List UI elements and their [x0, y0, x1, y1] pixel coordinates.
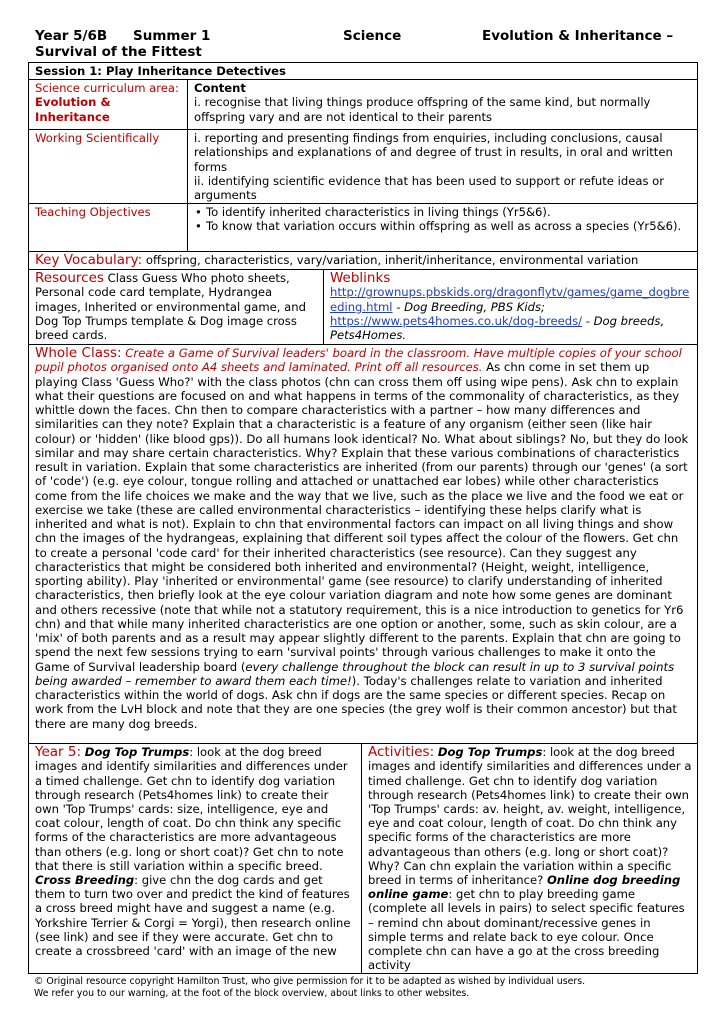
page-header: [35, 28, 695, 60]
term-label: Summer 1: [133, 28, 211, 44]
working-scientifically-content: [188, 130, 698, 204]
unit-label: Evolution & Inheritance –: [482, 28, 674, 44]
curriculum-label: Science curriculum area: Evolution & Inheritance: [29, 80, 188, 130]
year5-text-2: : give chn the dog cards and get them to turn two over and predict the kind of features a cross breed might have and suggest a name (e.g. Yorkshire Terrier & Corgi = Yorgi), then research online (see link) and see if they were accurate. Get chn to create a crossbreed 'card' with an image of the new: [35, 873, 351, 959]
objective-item: • To know that variation occurs within offspring as well as across a species (Yr5&6).: [194, 219, 692, 233]
year5-title-2: Cross Breeding: [35, 873, 135, 888]
year5-title-1: Dog Top Trumps: [84, 745, 190, 760]
weblinks-cell: [324, 270, 698, 345]
ws-item-1: i. reporting and presenting findings from enquiries, including conclusions, causal relationships and explanations of and degree of trust in results, in oral and written forms: [194, 131, 673, 174]
activities-text-1: : look at the dog breed images and identify similarities and differences under a timed challenge. Get chn to identify dog variation through research (Pets4homes link) to create their own 'Top Trumps' cards: av. height, av. weight, intelligence, eye and coat colour, length of coat. Do chn think any specific forms of the characteristics are more advantageous than others (e.g. long or short coat)? Why? Can chn explain the variation within a specific breed in terms of inheritance?: [368, 745, 692, 888]
content-text: i. recognise that living things produce offspring of the same kind, but normally offspring vary and are not identical to their parents: [194, 95, 651, 124]
year-label: Year 5/6B: [35, 28, 108, 44]
teaching-objectives-label: Teaching Objectives: [29, 204, 188, 252]
resources-text: Class Guess Who photo sheets, Personal code card template, Hydrangea images, Inherited or environmental game, and Dog Top Trumps template & Dog image cross breed cards.: [35, 271, 306, 343]
year5-cell: [29, 744, 362, 974]
working-scientifically-label: Working Scientifically: [29, 130, 188, 204]
weblink-pets4homes[interactable]: https://www.pets4homes.co.uk/dog-breeds/: [330, 313, 583, 328]
vocabulary-row: [29, 252, 698, 270]
teaching-objectives-content: [188, 204, 698, 252]
year5-text-1: : look at the dog breed images and identify similarities and differences under a timed challenge. Get chn to identify dog variation through research (Pets4homes link) to create their own 'Top Trumps' cards: size, intelligence, eye and coat colour, length of coat. Do chn think any specific forms of the characteristics are more advantageous than others (e.g. long or short coat)? Get chn to note that there is still variation within a specific breed.: [35, 745, 348, 873]
activities-text-2: : get chn to play breeding game (complete all levels in pairs) to select specific features – remind chn about dominant/recessive genes in simple terms and relate back to eye colour. Once complete chn can have a go at the cross breeding activity: [368, 887, 685, 973]
whole-class-body-2: ). Today's challenges relate to variation and inherited characteristics within the world of dogs. Ask chn if dogs are the same species or different species. Recap on work from the LvH block and note that they are one species (the grey wolf is their common ancestor) but that there are many dog breeds.: [35, 673, 677, 731]
activities-title-1: Dog Top Trumps: [437, 745, 543, 760]
curriculum-content: [188, 80, 698, 130]
page-footer: [34, 976, 694, 999]
footer-warning: We refer you to our warning, at the foot of the block overview, about links to other websites.: [34, 987, 470, 999]
vocabulary-text: offspring, characteristics, vary/variation, inherit/inheritance, environmental variation: [145, 253, 639, 268]
resources-cell: [29, 270, 324, 345]
year5-label: Year 5:: [35, 744, 82, 761]
whole-class-body-italic: every challenge throughout the block can result in up to 3 survival points being awarded – remember to award them each time!: [35, 659, 675, 688]
whole-class-label: Whole Class:: [35, 345, 122, 362]
activities-title-2: Online dog breeding online game: [368, 873, 681, 902]
objective-item: • To identify inherited characteristics in living things (Yr5&6).: [194, 205, 692, 219]
footer-copyright: © Original resource copyright Hamilton Trust, who give permission for it to be adapted as wished by individual users.: [34, 976, 586, 987]
resources-label: Resources: [35, 270, 104, 287]
ws-item-2: ii. identifying scientific evidence that has been used to support or refute ideas or arguments: [194, 173, 665, 203]
weblink-pbs-desc: - Dog Breeding, PBS Kids;: [392, 299, 545, 314]
unit-label-continued: Survival of the Fittest: [35, 44, 202, 60]
weblink-pets4homes-desc: - Dog breeds, Pets4Homes.: [330, 313, 665, 343]
session-title: Session 1: Play Inheritance Detectives: [29, 63, 698, 80]
whole-class-intro: Create a Game of Survival leaders' board in the classroom. Have multiple copies of your school pupil photos organised onto A4 sheets and laminated. Print off all resources.: [35, 346, 682, 375]
activities-cell: [362, 744, 698, 974]
vocabulary-label: Key Vocabulary:: [35, 252, 143, 269]
weblinks-label: Weblinks: [330, 270, 391, 287]
session-plan-table: [28, 62, 698, 974]
activities-label: Activities:: [368, 744, 435, 761]
subject-label: Science: [343, 28, 402, 44]
whole-class-cell: [29, 345, 698, 744]
whole-class-body-1: As chn come in set them up playing Class 'Guess Who?' with the class photos (chn can cross them off using wipe pens). Ask chn to explain what their questions are focused on and what happens in terms of the commonality of characteristics, as they whittle down the faces. Chn then to compare characteristics with a partner – how many differences and similarities can they note? Explain that a characteristic is a feature of any organism (either seen (like hair colour) or 'hidden' (like blood gps)). Do all humans look identical? No. What about siblings? No, but they do look similar and may share certain characteristics. Why? Explain that these various combinations of characteristics result in variation. Explain that some characteristics are inherited (from our parents) through our 'genes' (a sort of 'code') (e.g. eye colour, tongue rolling and attached or unattached ear lobes) while other characteristics come from the life choices we make and the way that we live, such as the place we live and the food we eat or exercise we take (these are called environmental characteristics – identifying these helps clarify what is inherited and what is not). Explain to chn that environmental factors can impact on all living things and show chn the images of the hydrangeas, explaining that different soil types affect the colour of the flowers. Get chn to create a personal 'code card' for their inherited characteristics (see resource). Can they suggest any characteristics that might be considered both inherited and environmental? (Height, weight, intelligence, sporting ability). Play 'inherited or environmental' game (see resource) to clarify understanding of inherited characteristics, then briefly look at the eye colour variation diagram and note how some genes are dominant and others recessive (note that while not a statutory requirement, this is a nice introduction to genetics for Yr6 chn) and that while many inherited characteristics are one option or another, some, such as skin colour, are a 'mix' of both parents and as a result may appear slightly different to the parents. Explain that chn are going to spend the next few sessions trying to earn 'survival points' through various challenges to make it onto the Game of Survival leadership board (: [35, 360, 689, 674]
weblink-pbs[interactable]: http://grownups.pbskids.org/dragonflytv/games/game_dogbreeding.html: [330, 285, 690, 314]
content-heading: Content: [194, 81, 246, 96]
